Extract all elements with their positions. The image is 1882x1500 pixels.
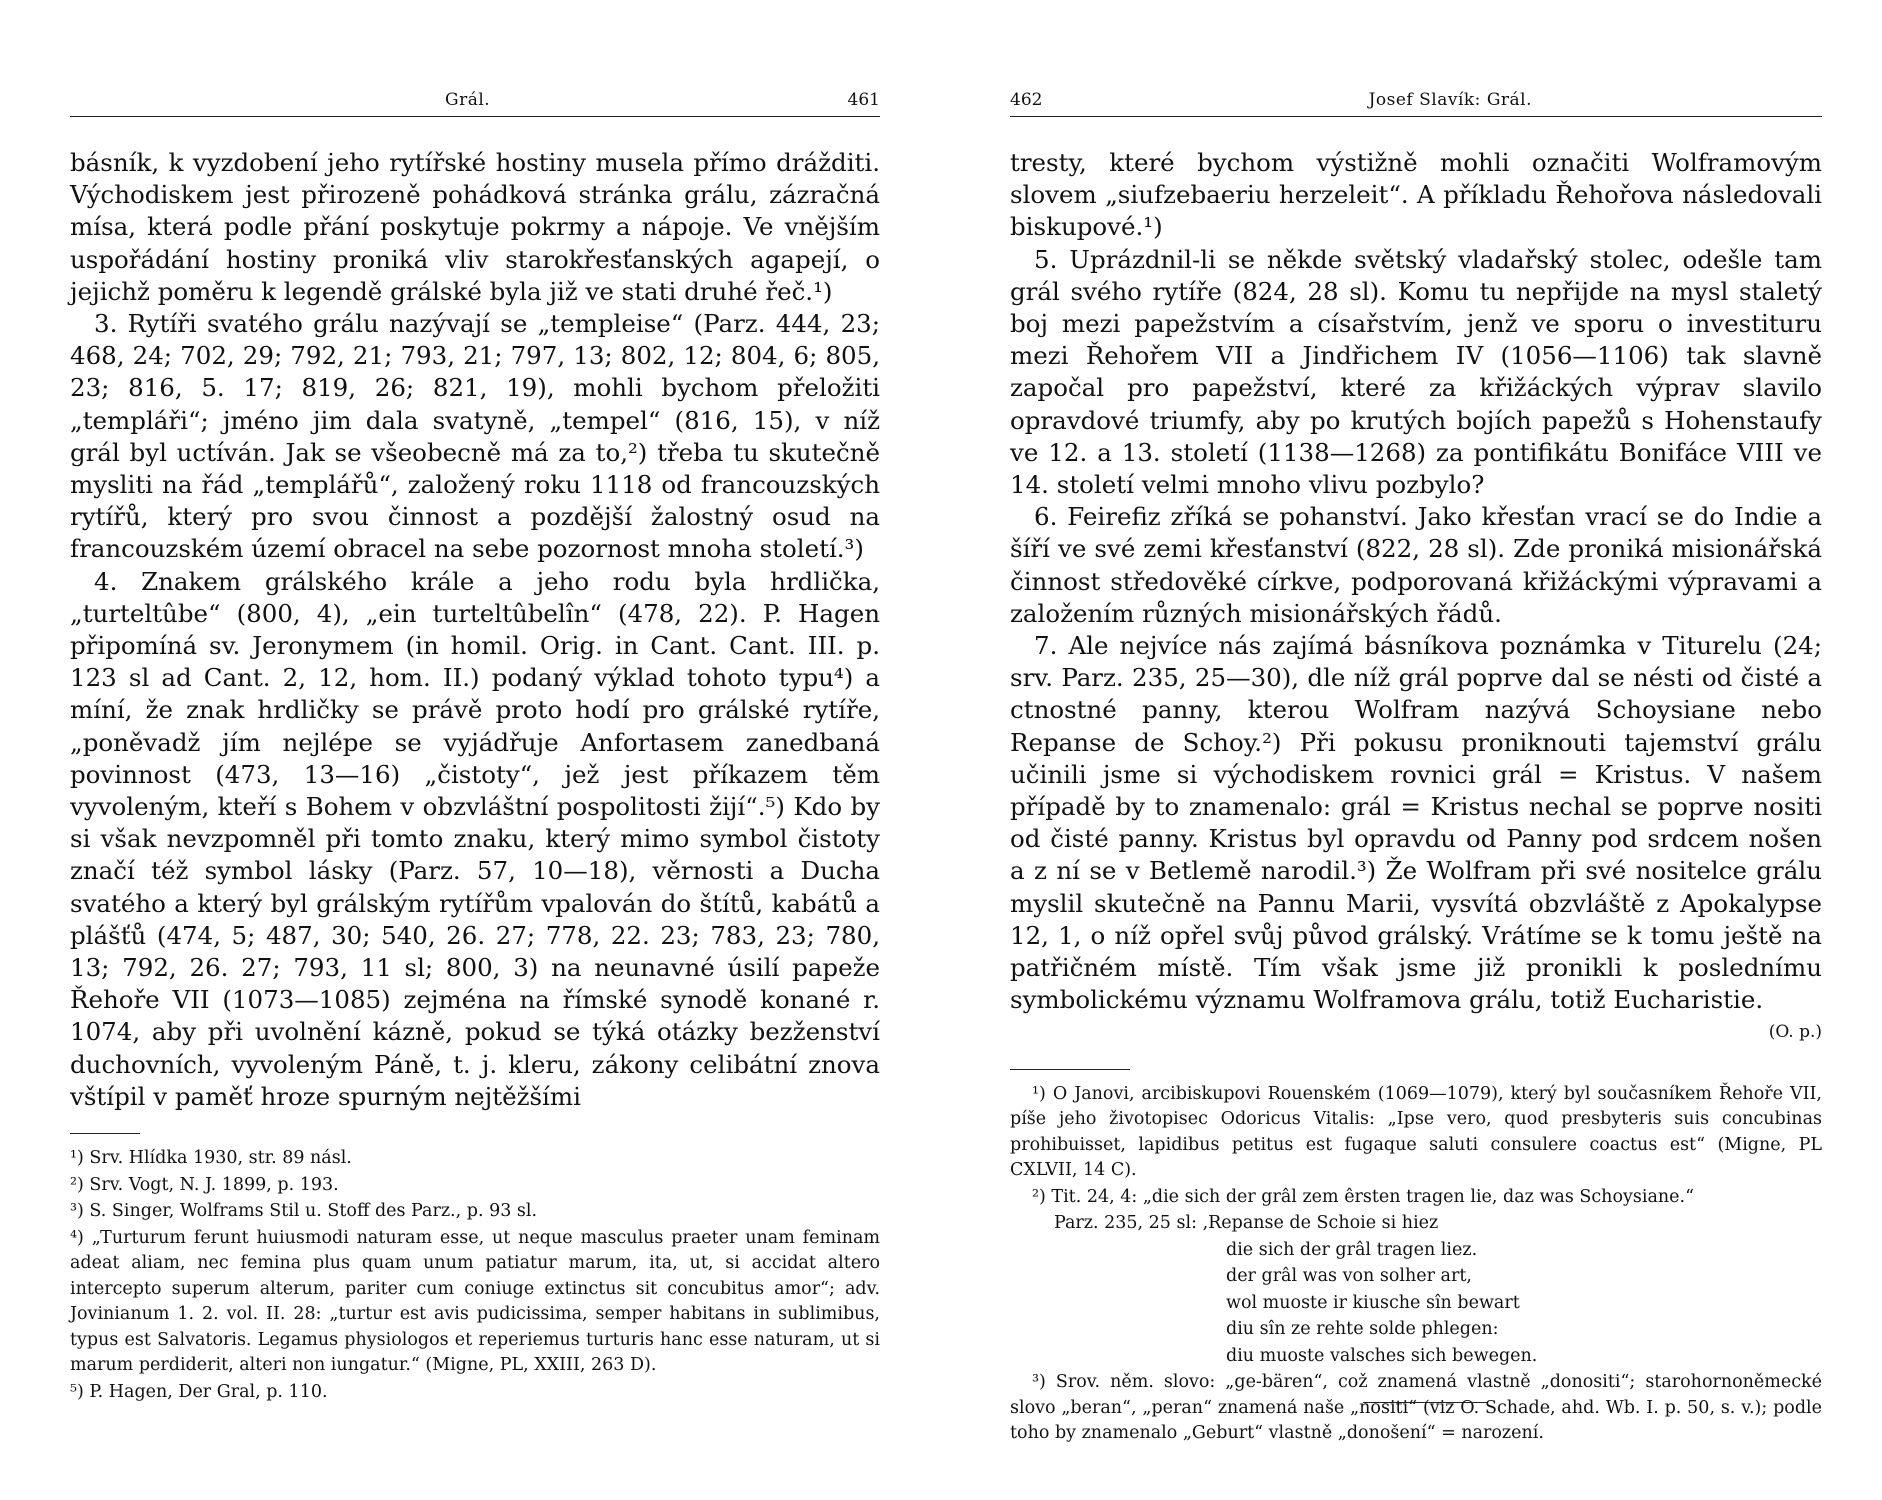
running-header [70,90,880,117]
footnote: ⁵) P. Hagen, Der Gral, p. 110. [70,1381,328,1402]
paragraph: 5. Uprázdnil-li se někde světský vladařský stolec, odešle tam grál svého rytíře (824, 28 sl). Komu tu nepřijde na mysl staletý boj mezi papežstvím a císařstvím, jenž ve sporu o investituru mezi Řehořem VII a Jindřichem IV (1056—1106) tak slavně započal pro papežství, které za křižáckých výprav slavilo opravdové triumfy, aby po krutých bojích papežů s Hohenstaufy ve 12. a 13. století (1138—1268) za pontifikátu Bonifáce VIII ve 14. století velmi mnoho vlivu pozbylo? [1010,244,1822,500]
verse-line: diu sîn ze rehte solde phlegen: [1226,1319,1499,1340]
paragraph: 3. Rytíři svatého grálu nazývají se „templeise“ (Parz. 444, 23; 468, 24; 702, 29; 792, 21; 793, 21; 797, 13; 802, 12; 804, 6; 805, 23; 816, 5. 17; 819, 26; 821, 19), mohli bychom přeložiti „templáři“; jméno jim dala svatyně, „tempel“ (816, 15), v níž grál byl uctíván. Jak se všeobecně má za to,²) třeba tu skutečně mysliti na řád „templářů“, založený roku 1118 od francouzských rytířů, který pro svou činnost a pozdější žalostný osud na francouzském území obracel na sebe pozornost mnoha století.³) [70,309,880,564]
verse-line: der grâl was von solher art, [1226,1266,1472,1287]
paragraph: 7. Ale nejvíce nás zajímá básníkova poznámka v Titurelu (24; srv. Parz. 235, 25—30), dle níž grál poprve dal se nésti od čisté a ctnostné panny, kterou Wolfram nazývá Schoysiane nebo Repanse de Schoy.²) Při pokusu proniknouti tajemství grálu učinili jsme si východiskem rovnici grál = Kristus. V našem případě by to znamenalo: grál = Kristus nechal se poprve nositi od čisté panny. Kristus byl opravdu od Panny pod srdcem nošen a z ní se v Betlemě narodil.³) Že Wolfram při své nositelce grálu myslil skutečně na Pannu Marii, vysvítá obzvláště z Apokalypse 12, 1, o níž opřel svůj původ grálský. Vrátíme se k tomu ještě na patřičném místě. Tím však jsme již pronikli k poslednímu symbolickému významu Wolframova grálu, totiž Eucharistie. [1010,631,1822,1015]
paragraph: tresty, které bychom výstižně mohli označiti Wolframovým slovem „siufzebaeriu herzeleit“. A příkladu Řehořova následovali biskupové.¹) [1010,148,1822,242]
footnotes [70,1146,880,1405]
footnote: ³) Srov. něm. slovo: „ge-bären“, což znamená vlastně „donositi“; starohornoněmecké slovo „beran“, „peran“ znamená naše „nositi“ (viz O. Schade, ahd. Wb. I. p. 50, s. v.); podle toho by znamenalo „Geburt“ vlastně „donošení“ = narození. [1010,1372,1822,1444]
paragraph: 4. Znakem grálského krále a jeho rodu byla hrdlička, „turteltûbe“ (800, 4), „ein turteltûbelîn“ (478, 22). P. Hagen připomíná sv. Jeronymem (in homil. Orig. in Cant. Cant. III. p. 123 sl ad Cant. 2, 12, hom. II.) podaný výklad tohoto typu⁴) a míní, že znak hrdličky se právě proto hodí pro grálské rytíře, „poněvadž jím nejlépe se vyjádřuje Anfortasem zanedbaná povinnost (473, 13—16) „čistoty“, jež jest příkazem těm vyvoleným, kteří s Bohem v obzvláštní pospolitosti žijí“.⁵) Kdo by si však nevzpomněl při tomto znaku, který mimo symbol čistoty značí též symbol lásky (Parz. 57, 10—18), věrnosti a Ducha svatého a který byl grálským rytířům vpalován do štítů, kabátů a plášťů (474, 5; 487, 30; 540, 26. 27; 778, 22. 23; 783, 23; 780, 13; 792, 26. 27; 793, 11 sl; 800, 3) na neunavné úsilí papeže Řehoře VII (1073—1085) zejména na římské synodě konané r. 1074, aby při uvolnění kázně, pokud se týká otázky bezženství duchovních, vyvoleným Páně, t. j. kleru, zákony celibátní znova vštípil v paměť hroze spurným nejtěžšími [70,566,880,1111]
body-text [70,147,880,1113]
footnote: ¹) Srv. Hlídka 1930, str. 89 násl. [70,1148,352,1169]
footnote-divider [1010,1069,1130,1070]
footnote: ²) Srv. Vogt, N. J. 1899, p. 193. [70,1174,339,1195]
running-title: Josef Slavík: Grál. [1368,90,1532,110]
running-header [1010,90,1822,117]
footnote: ³) S. Singer, Wolframs Stil u. Stoff des Parz., p. 93 sl. [70,1201,538,1222]
page-number: 461 [847,90,880,110]
page-number: 462 [1010,90,1043,110]
running-title: Grál. [445,90,491,110]
footnote: ¹) O Janovi, arcibiskupovi Rouenském (1069—1079), který byl současníkem Řehoře VII, píše jeho životopisec Odoricus Vitalis: „Ipse vero, quod presbyteris suis concubinas prohibuisset, lapidibus petitus est fugaque saluti consulere coactus est“ (Migne, PL CXLVII, 14 C). [1010,1083,1822,1181]
paragraph: 6. Feirefiz zříká se pohanství. Jako křesťan vrací se do Indie a šíří ve své zemi křesťanství (822, 28 sl). Zde proniká misionářská činnost středověké církve, podporovaná křižáckými výpravami a založením různých misionářských řádů. [1010,502,1822,628]
verse-line: wol muoste ir kiusche sîn bewart [1226,1292,1520,1313]
footnote-divider [70,1133,140,1134]
footnote: ²) Tit. 24, 4: „die sich der grâl zem êrsten tragen lie, daz was Schoysiane.“ [1032,1186,1695,1207]
verse-line: die sich der grâl tragen liez. [1226,1239,1478,1260]
footnote-quote-line: Parz. 235, 25 sl: ‚Repanse de Schoie si hiez [1054,1213,1439,1234]
author-signature: (O. p.) [1768,1022,1822,1043]
paragraph: básník, k vyzdobení jeho rytířské hostiny musela přímo drážditi. Východiskem jest přirozeně pohádková stránka grálu, zázračná mísa, která podle přání poskytuje pokrmy a nápoje. Ve vnějším uspořádání hostiny proniká vliv starokřesťanských agapejí, o jejichž poměru k legendě grálské byla již ve stati druhé řeč.¹) [70,148,880,306]
article-end-rule [1363,1402,1487,1403]
footnote: ⁴) „Turturum ferunt huiusmodi naturam esse, ut neque masculus praeter unam feminam adeat aliam, nec femina plus quam unum patiatur marum, ita, ut, si accidat altero intercepto superum alterum, pariter cum coniuge extinctus sit concubitus amor“; adv. Jovinianum 1. 2. vol. II. 28: „turtur est avis pudicissima, semper habitans in sublimibus, typus est Salvatoris. Legamus physiologos et reperiemus turturis hanc esse naturam, ut si marum perdiderit, alteri non iungatur.“ (Migne, PL, XXIII, 263 D). [70,1227,880,1376]
right-page [1010,90,1822,1448]
verse-line: diu muoste valsches sich bewegen. [1226,1345,1538,1366]
body-text [1010,147,1822,1049]
left-page [70,90,880,1406]
footnotes [1010,1082,1822,1447]
